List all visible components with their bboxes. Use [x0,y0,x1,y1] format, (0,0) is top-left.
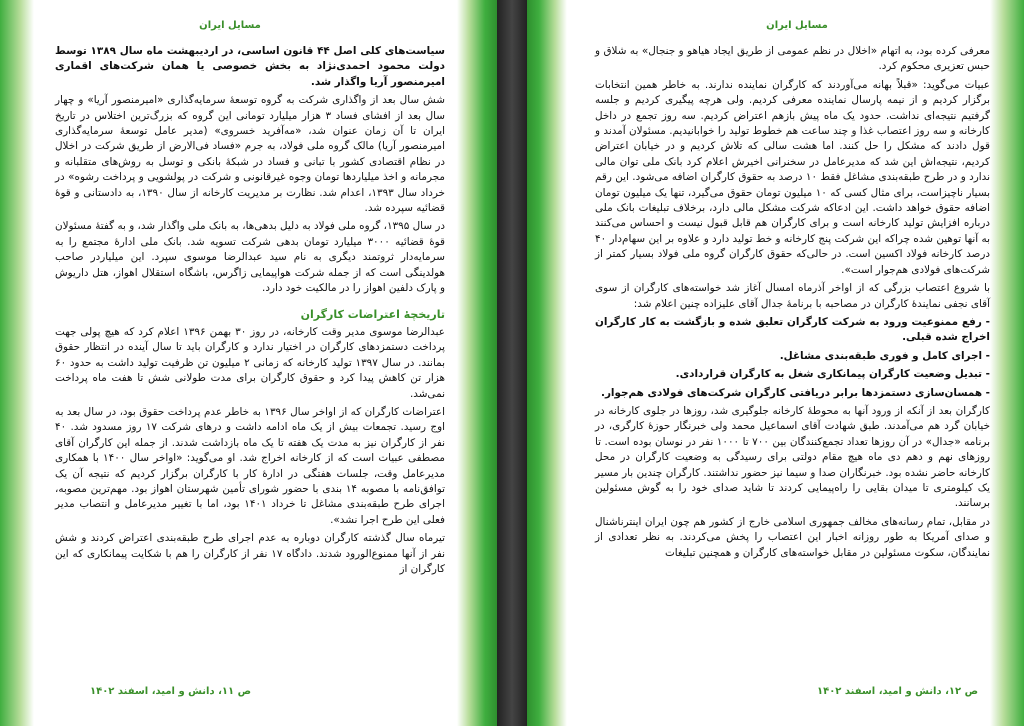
paragraph: معرفی کرده بود، به اتهام «اخلال در نظم عمومی از طریق ایجاد هیاهو و جنجال» به شلاق و حبس تعزیری محکوم کرد. [595,45,990,73]
demand-item: - رفع ممنوعیت ورود به شرکت کارگران تعلیق شده و بازگشت به کار کارگران اخراج شده قبلی. [595,315,990,344]
paragraph: سیاست‌های کلی اصل ۴۴ قانون اساسی، در اردیبهشت ماه سال ۱۳۸۹ توسط دولت محمود احمدی‌نژاد به بخش خصوصی یا همان شرکت‌های اقماری امیرمنصور آریا واگذار شد. [55,45,445,88]
demand-item: - تبدیل وضعیت کارگران پیمانکاری شغل به کارگران قراردادی. [675,368,990,381]
paragraph: عبیات می‌گوید: «قبلاً بهانه می‌آوردند که کارگران نماینده ندارند. به خاطر همین انتخابات برگزار کردیم و از نیمه پارسال نماینده معرفی کردیم. ولی هرچه پیگیری کردیم و جلسه گرفتیم نتیجه‌ای نداشت. حدود یک ماه پیش بازهم اعتراض کردیم. سه روز تجمع در داخل کارخانه و سه روز اعتصاب غذا و چند ساعت هم خطوط تولید را خوابانیدیم. مسئولان آمدند و قول دادند که مشکل را حل کنند. اما هشت سالی که تلاش کردیم و در خیابان اعتراض کردیم، نتیجه‌اش این شد که مدیرعامل در سخنرانی اخیرش اعلام کرد بانک ملی توان مالی ندارد و در طرح طبقه‌بندی مشاغل فقط ۱۰ درصد به حقوق کارگران اضافه می‌شود. این رقم بسیار ناچیزاست، برای مثال کسی که ۱۰ میلیون تومان حقوق می‌گیرد، تنها یک میلیون تومان اضافه حقوق خواهد داشت. این ادعاکه شرکت مشکل مالی دارد، برخلاف تبلیغات بانک ملی درباره افزایش تولید کارخانه است و برای کارگران هم قابل قبول نیست و احساس می‌کنند به آنها توهین شده چراکه این شرکت پنج کارخانه و خط تولید دارد و علاوه بر این سهام‌دار ۴۰ درصد کارخانه فولاد اکسین است. در حالی‌که حقوق کارگران گروه ملی فولاد بسیار کمتر از شرکت‌های فولادی هم‌جوار است». [595,78,990,276]
paragraph: کارگران بعد از آنکه از ورود آنها به محوطهٔ کارخانه جلوگیری شد، روزها در جلوی کارخانه در خیابان گرد هم می‌آمدند. طبق شهادت آقای اسماعیل محمد ولی خبرنگار حوزهٔ کارگری، در برنامه «جدال» در آن روزها تعداد تجمع‌کنندگان بین ۷۰۰ تا ۱۰۰۰ نفر در نوسان بوده است. تا روزهای نهم و دهم دی ماه هیچ مقام دولتی برای رسیدگی به وضعیت کارگران در محل کارخانه حاضر نشده بود. خبرنگاران صدا و سیما نیز حضور نداشتند. کارگران چندین بار مسیر یک کیلومتری تا میدان بقایی را راه‌پیمایی کردند تا شاید صدای خود را به گوش مسئولین برسانند. [595,404,990,510]
book-spine [497,0,527,726]
paragraph: اعتراضات کارگران که از اواخر سال ۱۳۹۶ به خاطر عدم پرداخت حقوق بود، در سال بعد به اوج رسید. تجمعات بیش از یک ماه ادامه داشت و درهای شرکت ۱۷ روز مسدود شد. ۴۰ نفر از کارگران نیز به مدت یک هفته تا یک ماه بازداشت شدند. از جمله این کارگران آقای مصطفی عبیات است که از کارخانه اخراج شد. او می‌گوید: «اواخر سال ۱۴۰۰ با همکاری مدیرعامل وقت، جلسات هفتگی در ادارهٔ کار با کارگران برگزار کردیم که نتیجه آن یک توافق‌نامه با مصوبه ۱۴ بندی با حضور شورای تأمین شهرستان اهواز بود. مهم‌ترین مصوبه، اجرای طرح طبقه‌بندی مشاغل تا خرداد ۱۴۰۱ بود، اما با تغییر مدیرعامل و انتصاب مدیر فعلی این طرح اجرا نشد». [55,405,445,526]
paragraph: در مقابل، تمام رسانه‌های مخالف جمهوری اسلامی خارج از کشور هم چون ایران اینترناشنال و صدای آمریکا به طور روزانه اخبار این اعتصاب را پخش می‌کردند. به نظر تعدادی از نمایندگان، سکوت مسئولین در مقابل خواسته‌های کارگران و همچنین تبلیغات [595,515,990,559]
left-page [0,0,497,726]
running-head: مسایل ایران [766,20,828,31]
demand-item: - همسان‌سازی دستمزدها برابر دریافتی کارگران شرکت‌های فولادی هم‌جوار. [601,386,990,399]
paragraph: با شروع اعتصاب بزرگی که از اواخر آذرماه امسال آغاز شد خواسته‌های کارگران از سوی آقای نجفی نمایندهٔ کارگران در مصاحبه با برنامهٔ جدال آقای علیزاده چنین اعلام شد: [595,282,990,310]
section-title: تاریخچهٔ اعتراضات کارگران [300,307,445,321]
left-page-outer-edge [0,0,34,726]
right-page-outer-edge [990,0,1024,726]
right-page [527,0,1024,726]
right-page-gutter-bar [527,0,567,726]
running-head: مسایل ایران [199,20,261,31]
paragraph: شش سال بعد از واگذاری شرکت به گروه توسعهٔ سرمایه‌گذاری «امیرمنصور آریا» و چهار سال بعد از افشای فساد ۳ هزار میلیارد تومانی این گروه که بزرگ‌ترین اختلاس در تاریخ ایران تا آن زمان عنوان شد، «مه‌آفرید خسروی» (مدیر عامل توسعهٔ سرمایه‌گذاری امیرمنصور آریا) مالک گروه ملی فولاد، به جرم «فساد فی‌الارض از طریق شرکت در اخلال در نظام اقتصادی کشور با تبانی و فساد در شبکهٔ بانکی و توسل به روش‌های متقلبانه و مجرمانه و اخذ میلیاردها تومان وجوه غیرقانونی و شرکت در پولشویی و پرداخت رشوه» در خرداد سال ۱۳۹۳، اعدام شد. نظارت بر مدیریت کارخانه از سال ۱۳۹۰، به دادستانی و قوهٔ قضائیه سپرده شد. [55,94,445,215]
left-page-gutter-bar [457,0,497,726]
left-page-body [55,44,445,580]
right-page-body [595,44,990,564]
paragraph: عبدالرضا موسوی مدیر وقت کارخانه، در روز ۳۰ بهمن ۱۳۹۶ اعلام کرد که هیچ پولی جهت پرداخت دستمزدهای کارگران در اختیار ندارد و کارگران باید تا سال آینده در انتظار حقوق بمانند. در سال ۱۳۹۷ تولید کارخانه که زمانی ۲ میلیون تن ظرفیت تولید داشت به حدود ۶۰ هزار تن کاهش پیدا کرد و حقوق کارگران برای مدت طولانی شش تا هفت ماه پرداخت نمی‌شد. [55,325,446,400]
demand-item: - اجرای کامل و فوری طبقه‌بندی مشاغل. [779,349,990,362]
paragraph: در سال ۱۳۹۵، گروه ملی فولاد به دلیل بدهی‌ها، به بانک ملی واگذار شد، و به گفتهٔ مسئولان قوهٔ قضائیه ۳۰۰۰ میلیارد تومان بدهی شرکت تسویه شد. بانک ملی ادارهٔ مجتمع را به سرمایه‌دار ثروتمند دیگری به نام سید عبدالرضا موسوی سپرد. این میلیاردر صاحب هولدینگی است که از جمله شرکت هواپیمایی زاگرس، باشگاه استقلال اهواز، هتل داریوش و پارک دلفین اهواز را در مالکیت خود دارد. [55,220,445,295]
paragraph: تیرماه سال گذشته کارگران دوباره به عدم اجرای طرح طبقه‌بندی اعتراض کردند و شش نفر از آنها ممنوع‌الورود شدند. دادگاه ۱۷ نفر از کارگران را هم با شکایت پیمانکاری که این کارگران از [55,532,446,575]
page-footer: ص ۱۱، دانش و امید، اسفند ۱۴۰۲ [90,686,252,697]
page-footer: ص ۱۲، دانش و امید، اسفند ۱۴۰۲ [817,686,979,697]
